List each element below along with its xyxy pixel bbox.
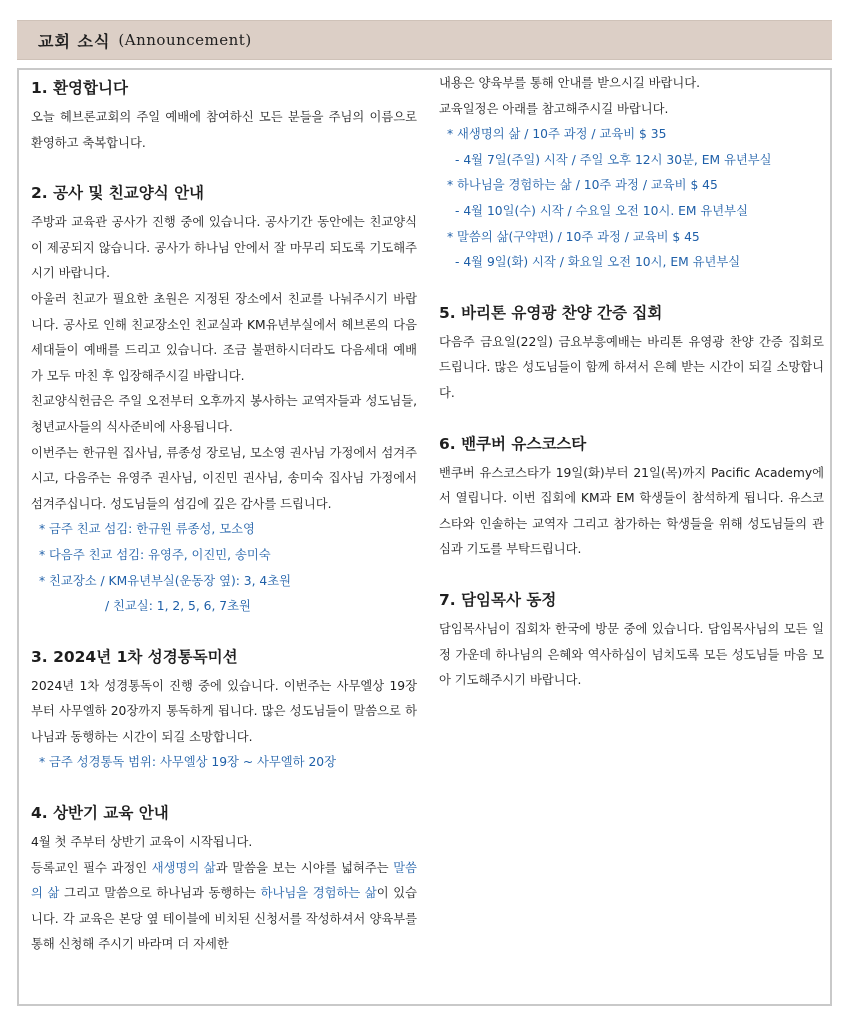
construction-paragraph-3: 친교양식헌금은 주일 오전부터 오후까지 봉사하는 교역자들과 성도님들, 청년교사들의 식사준비에 사용됩니다. [31, 394, 417, 434]
header-bar [17, 20, 832, 60]
course-bullet-new-life: * 새생명의 삶 / 10주 과정 / 교육비 $ 35 [447, 127, 667, 142]
construction-paragraph-2: 아울러 친교가 필요한 초원은 지정된 장소에서 친교를 나눠주시기 바랍니다. 공사로 인해 친교장소인 친교실과 KM유년부실에서 헤브론의 다음세대들이 예배를 드리고 있습니다. 조금 불편하시더라도 다음세대 예배가 모두 마친 후 입장해주시길 바랍니다. [31, 291, 417, 383]
pastor-news-paragraph: 담임목사님이 집회차 한국에 방문 중에 있습니다. 담임목사님의 모든 일정 가운데 하나님의 은혜와 역사하심이 넘치도록 모든 성도님들 마음 모아 기도해주시기 바랍니다. [439, 621, 824, 688]
section-title-pastor-news: 7. 담임목사 동정 [439, 590, 557, 609]
education-text-c: 과 말씀을 보는 시야를 넓혀주는 [215, 860, 394, 875]
education-text-e: 그리고 말씀으로 하나님과 동행하는 [59, 886, 261, 901]
education-text-a: 등록교인 필수 과정인 [31, 860, 152, 875]
fellowship-bullet-next-week: * 다음주 친교 섬김: 유영주, 이진민, 송미숙 [39, 547, 271, 562]
section-title-bible-reading: 3. 2024년 1차 성경통독미션 [31, 647, 238, 666]
baritone-concert-paragraph: 다음주 금요일(22일) 금요부흥예배는 바리톤 유영광 찬양 간증 집회로 드립니다. 많은 성도님들이 함께 하셔서 은혜 받는 시간이 되길 소망합니다. [439, 334, 824, 400]
education-paragraph-1: 4월 첫 주부터 상반기 교육이 시작됩니다. [31, 835, 253, 850]
course-schedule-experiencing-god: - 4월 10일(수) 시작 / 수요일 오전 10시. EM 유년부실 [455, 203, 748, 218]
section-title-education: 4. 상반기 교육 안내 [31, 804, 169, 823]
course-bullet-word-life: * 말씀의 삶(구약편) / 10주 과정 / 교육비 $ 45 [447, 229, 700, 244]
education-continued-paragraph-1: 내용은 양육부를 통해 안내를 받으시길 바랍니다. [439, 76, 701, 90]
course-bullet-experiencing-god: * 하나님을 경험하는 삶 / 10주 과정 / 교육비 $ 45 [447, 178, 718, 193]
course-name-experiencing-god: 하나님을 경험하는 삶 [260, 886, 377, 901]
section-title-welcome: 1. 환영합니다 [31, 79, 128, 97]
fellowship-bullet-this-week: * 금주 친교 섬김: 한규원 류종성, 모소영 [39, 522, 255, 537]
bible-reading-bullet: * 금주 성경통독 범위: 사무엘상 19장 ~ 사무엘하 20장 [39, 755, 336, 770]
fellowship-bullet-location-km: * 친교장소 / KM유년부실(운동장 옆): 3, 4초원 [39, 573, 292, 588]
section-title-youth-kosta: 6. 밴쿠버 유스코스타 [439, 434, 587, 453]
construction-paragraph-4: 이번주는 한규원 집사님, 류종성 장로님, 모소영 권사님 가정에서 섬겨주시고, 다음주는 유영주 권사님, 이진민 권사님, 송미숙 집사님 가정에서 섬겨주십니다. 성도님들의 섬김에 깊은 감사를 드립니다. [31, 445, 417, 511]
bible-reading-paragraph: 2024년 1차 성경통독이 진행 중에 있습니다. 이번주는 사무엘상 19장부터 사무엘하 20장까지 통독하게 됩니다. 많은 성도님들이 말씀으로 하나님과 동행하는 시간이 되길 소망합니다. [31, 678, 417, 744]
left-column [31, 71, 417, 958]
section-title-construction: 2. 공사 및 친교양식 안내 [31, 184, 205, 203]
header-title: 교회 소식 [38, 31, 111, 51]
right-column [439, 71, 824, 694]
course-schedule-word-life: - 4월 9일(화) 시작 / 화요일 오전 10시, EM 유년부실 [455, 255, 741, 270]
welcome-paragraph: 오늘 헤브론교회의 주일 예배에 참여하신 모든 분들을 주님의 이름으로 환영하고 축복합니다. [31, 110, 417, 150]
course-name-word-life: 말씀의 삶 [31, 860, 418, 901]
header-subtitle: (Announcement) [118, 31, 252, 49]
education-paragraph-2 [31, 856, 417, 958]
education-continued-paragraph-2: 교육일정은 아래를 참고해주시길 바랍니다. [439, 101, 669, 116]
youth-kosta-paragraph: 밴쿠버 유스코스타가 19일(화)부터 21일(목)까지 Pacific Academy에서 열립니다. 이번 집회에 KM과 EM 학생들이 참석하게 됩니다. 유스코스타와 인솔하는 교역자 그리고 참가하는 학생들을 위해 성도님들의 관심과 기도를 부탁드립니다. [439, 465, 824, 557]
course-name-new-life: 새생명의 삶 [151, 860, 216, 875]
construction-paragraph-1: 주방과 교육관 공사가 진행 중에 있습니다. 공사기간 동안에는 친교양식이 제공되지 않습니다. 공사가 하나님 안에서 잘 마무리 되도록 기도해주시기 바랍니다. [31, 215, 417, 281]
course-schedule-new-life: - 4월 7일(주일) 시작 / 주일 오후 12시 30분, EM 유년부실 [455, 152, 772, 167]
fellowship-bullet-location-hall: / 친교실: 1, 2, 5, 6, 7초원 [105, 599, 251, 614]
section-title-baritone-concert: 5. 바리톤 유영광 찬양 간증 집회 [439, 303, 663, 322]
education-text-g: 이 있습니다. 각 교육은 본당 옆 테이블에 비치된 신청서를 작성하셔서 양육부를 통해 신청해 주시기 바라며 더 자세한 [31, 886, 417, 952]
